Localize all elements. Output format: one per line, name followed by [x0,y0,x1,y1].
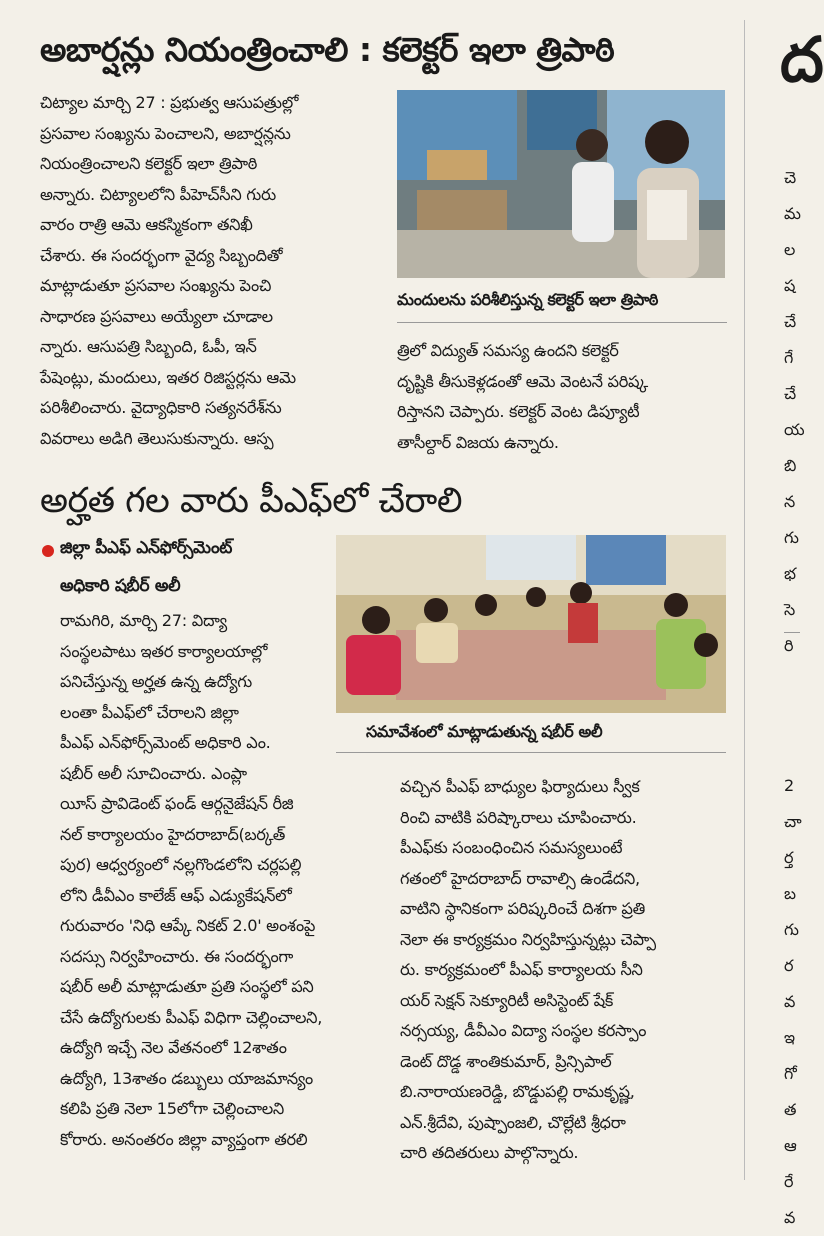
strip-letter: సె [784,600,796,619]
strip-letter: 2 [784,776,795,795]
caption-rule-2 [336,752,726,753]
strip-letter: ర్త [784,848,794,867]
strip-letter: రే [784,1172,794,1191]
article2-right-column: వచ్చిన పీఎఫ్ బాధ్యుల ఫిర్యాదులు స్వీక రించి వాటికి పరిష్కారాలు చూపించారు. పీఎఫ్‌కు సంబంధించిన సమస్యలుంటే గతంలో హైదరాబాద్ రావాల్సి ఉండేదని, వాటిని స్థానికంగా పరిష్కరించే దిశగా ప్రతి నెలా ఈ కార్యక్రమం నిర్వహిస్తున్నట్లు చెప్పా రు. కార్యక్రమంలో పీఎఫ్ కార్యాలయ సీని యర్ సెక్షన్ సెక్యూరిటీ అసిస్టెంట్ షేక్ నర్సయ్య, డీవీఎం విద్యా సంస్థల కరస్పాం డెంట్ దొడ్డ శాంతికుమార్, ప్రిన్సిపాల్ బి.నారాయణరెడ్డి, బొడ్డుపల్లి రామకృష్ణ, ఎన్.శ్రీదేవి, పుష్పాంజలి, చొల్లేటి శ్రీధరా చారి తదితరులు పాల్గొన్నారు. [400,777,656,1162]
collector-photo-caption: మందులను పరిశీలిస్తున్న కలెక్టర్ ఇలా త్రిపాఠి [397,290,659,309]
strip-letter: ల [784,240,796,259]
strip-letter: గో [784,1064,797,1083]
strip-letter: వ [784,1208,796,1227]
article2-left-column: రామగిరి, మార్చి 27: విద్యా సంస్థలపాటు ఇతర కార్యాలయాల్లో పనిచేస్తున్న అర్హత ఉన్న ఉద్యోగు లంతా పీఎఫ్‌లో చేరాలని జిల్లా పీఎఫ్ ఎన్‌ఫోర్స్‌మెంట్ అధికారి ఎం. షబీర్ అలీ సూచించారు. ఎంప్లా యీస్ ప్రావిడెంట్ ఫండ్ ఆర్గనైజేషన్ రీజి నల్ కార్యాలయం హైదరాబాద్(బర్కత్ పుర) ఆధ్వర్యంలో నల్లగొండలోని చర్లపల్లి లోని డీవీఎం కాలేజ్ ఆఫ్ ఎడ్యుకేషన్‌లో గురువారం 'నిధి ఆప్కే నికట్ 2.0' అంశంపై సదస్సు నిర్వహించారు. ఈ సందర్భంగా షబీర్ అలీ మాట్లాడుతూ ప్రతి సంస్థలో పని చేసే ఉద్యోగులకు పీఎఫ్ విధిగా చెల్లించాలని, ఉద్యోగి ఇచ్చే నెల వేతనంలో 12శాతం ఉద్యోగి, 13శాతం డబ్బులు యాజమాన్యం కలిపి ప్రతి నెలా 15లోగా చెల్లించాలని కోరారు. అనంతరం జిల్లా వ్యాప్తంగా తరలి [60,611,323,1149]
headline-pf-article: అర్హత గల వారు పీఎఫ్‌లో చేరాలి [40,481,462,521]
strip-letter: ష [784,276,796,295]
collector-inspection-photo [397,90,725,278]
strip-letter: గు [784,528,799,547]
strip-letter: గు [784,920,799,939]
column-divider [744,20,745,1180]
bullet-icon [42,545,54,557]
caption-rule [397,322,727,323]
strip-letter: చే [784,384,797,403]
strip-letter: న [784,492,796,511]
strip-letter: చె [784,168,797,187]
strip-letter: ఇ [784,1028,796,1047]
strip-letter: ర [784,956,794,975]
meeting-photo-graphic [336,535,726,713]
strip-letter: రి [784,636,794,655]
strip-letter: మ [784,204,801,223]
strip-letter: చే [784,312,797,331]
adjacent-article-strip-bottom [784,768,800,1236]
strip-letter: భ [784,564,797,583]
strip-letter: చా [784,812,802,831]
headline-collector-article: అబార్షన్లు నియంత్రించాలి : కలెక్టర్ ఇలా త్రిపాఠి [40,30,615,69]
strip-letter: బ [784,884,797,903]
photo-graphic [397,90,725,278]
strip-letter: త [784,1100,797,1119]
article1-right-column: త్రిలో విద్యుత్ సమస్య ఉందని కలెక్టర్ దృష్టికి తీసుకెళ్లడంతో ఆమె వెంటనే పరిష్క రిస్తానని చెప్పారు. కలెక్టర్ వెంట డిప్యూటీ తాసీల్దార్ విజయ ఉన్నారు. [397,341,648,452]
meeting-photo [336,535,726,713]
subhead-line2: అధికారి షబీర్ అలీ [60,576,181,596]
meeting-photo-caption: సమావేశంలో మాట్లాడుతున్న షబీర్ అలీ [366,722,603,741]
strip-letter: గే [784,348,794,367]
strip-letter: వ [784,992,796,1011]
strip-rule [784,632,800,633]
strip-letter: బి [784,456,797,475]
adjacent-article-big-char: ద [780,23,824,96]
subhead-line1: జిల్లా పీఎఫ్ ఎన్‌ఫోర్స్‌మెంట్ [60,538,233,558]
strip-letter: య [784,420,805,439]
article1-left-column: చిట్యాల మార్చి 27 : ప్రభుత్వ ఆసుపత్రుల్లో ప్రసవాల సంఖ్యను పెంచాలని, అబార్షన్లను నియంత్రించాలని కలెక్టర్ ఇలా త్రిపాఠి అన్నారు. చిట్యాలలోని పీహెచ్‌సీని గురు వారం రాత్రి ఆమె ఆకస్మికంగా తనిఖీ చేశారు. ఈ సందర్భంగా వైద్య సిబ్బందితో మాట్లాడుతూ ప్రసవాల సంఖ్యను పెంచి సాధారణ ప్రసవాలు అయ్యేలా చూడాల న్నారు. ఆసుపత్రి సిబ్బంది, ఓపీ, ఇన్ పేషెంట్లు, మందులు, ఇతర రిజిస్టర్లను ఆమె పరిశీలించారు. వైద్యాధికారి సత్యనరేశ్‌ను వివరాలు అడిగి తెలుసుకున్నారు. ఆస్ప [40,93,299,448]
adjacent-article-strip-top [784,160,805,664]
strip-letter: ఆ [784,1136,797,1155]
